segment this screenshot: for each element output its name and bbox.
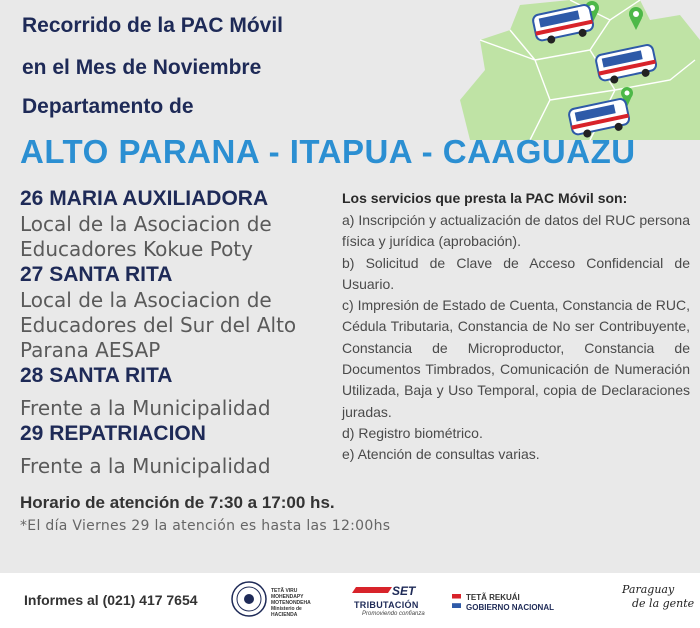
- service-item: a) Inscripción y actualización de datos del RUC persona física y jurídica (aprobación).: [342, 212, 690, 250]
- schedule-place: Local de la Asociacion de Educadores Kokue Poty: [20, 212, 272, 261]
- schedule-place: Local de la Asociacion de Educadores del Sur del Alto Parana AESAP: [20, 288, 297, 362]
- ministry-label: TETÃ VIRU MOHENDAPY MOTENONDEHA Ministerio de HACIENDA: [271, 588, 311, 618]
- schedule-list: [20, 186, 340, 479]
- contact-phone: Informes al (021) 417 7654: [24, 592, 198, 608]
- brand-signature: Paraguay de la gente: [622, 583, 695, 610]
- departments-heading: ALTO PARANA - ITAPUA - CAAGUAZU: [20, 133, 636, 170]
- friday-note: *El día Viernes 29 la atención es hasta las 12:00hs: [20, 518, 391, 534]
- svg-text:SET: SET: [392, 585, 416, 598]
- services-title: Los servicios que presta la PAC Móvil son:: [342, 190, 628, 206]
- schedule-day: 26 MARIA AUXILIADORA: [20, 187, 269, 210]
- schedule-day: 27 SANTA RITA: [20, 263, 173, 286]
- schedule-day: 29 REPATRIACION: [20, 422, 206, 445]
- gov-label-guarani: TETÃ REKUÁI: [466, 593, 520, 602]
- service-item: c) Impresión de Estado de Cuenta, Constancia de RUC, Cédula Tributaria, Constancia de No ser Contribuyente, Constancia de Microproductor, Constancia de Documentos Timbrados, Comunicación de Numeración Utilizada, Baja y Uso Temporal, copia de Declaraciones juradas.: [342, 297, 690, 420]
- service-item: e) Atención de consultas varias.: [342, 446, 540, 463]
- service-item: b) Solicitud de Clave de Acceso Confidencial de Usuario.: [342, 254, 690, 292]
- flag-icon: [452, 594, 461, 608]
- schedule-place: Frente a la Municipalidad: [20, 454, 271, 478]
- title-line-1: Recorrido de la PAC Móvil: [22, 14, 283, 37]
- footer: [0, 573, 700, 628]
- title-line-2: en el Mes de Noviembre: [22, 56, 262, 79]
- seal-icon: [231, 581, 267, 617]
- gov-label: GOBIERNO NACIONAL: [466, 603, 554, 612]
- opening-hours: Horario de atención de 7:30 a 17:00 hs.: [20, 493, 335, 512]
- title-line-3: Departamento de: [22, 95, 194, 118]
- services-panel: [342, 190, 690, 466]
- schedule-day: 28 SANTA RITA: [20, 364, 173, 387]
- service-item: d) Registro biométrico.: [342, 424, 483, 441]
- set-tagline: Promoviendo confianza: [362, 611, 425, 617]
- schedule-place: Frente a la Municipalidad: [20, 396, 271, 420]
- set-label: TRIBUTACIÓN: [354, 600, 419, 610]
- region-map: [440, 0, 700, 140]
